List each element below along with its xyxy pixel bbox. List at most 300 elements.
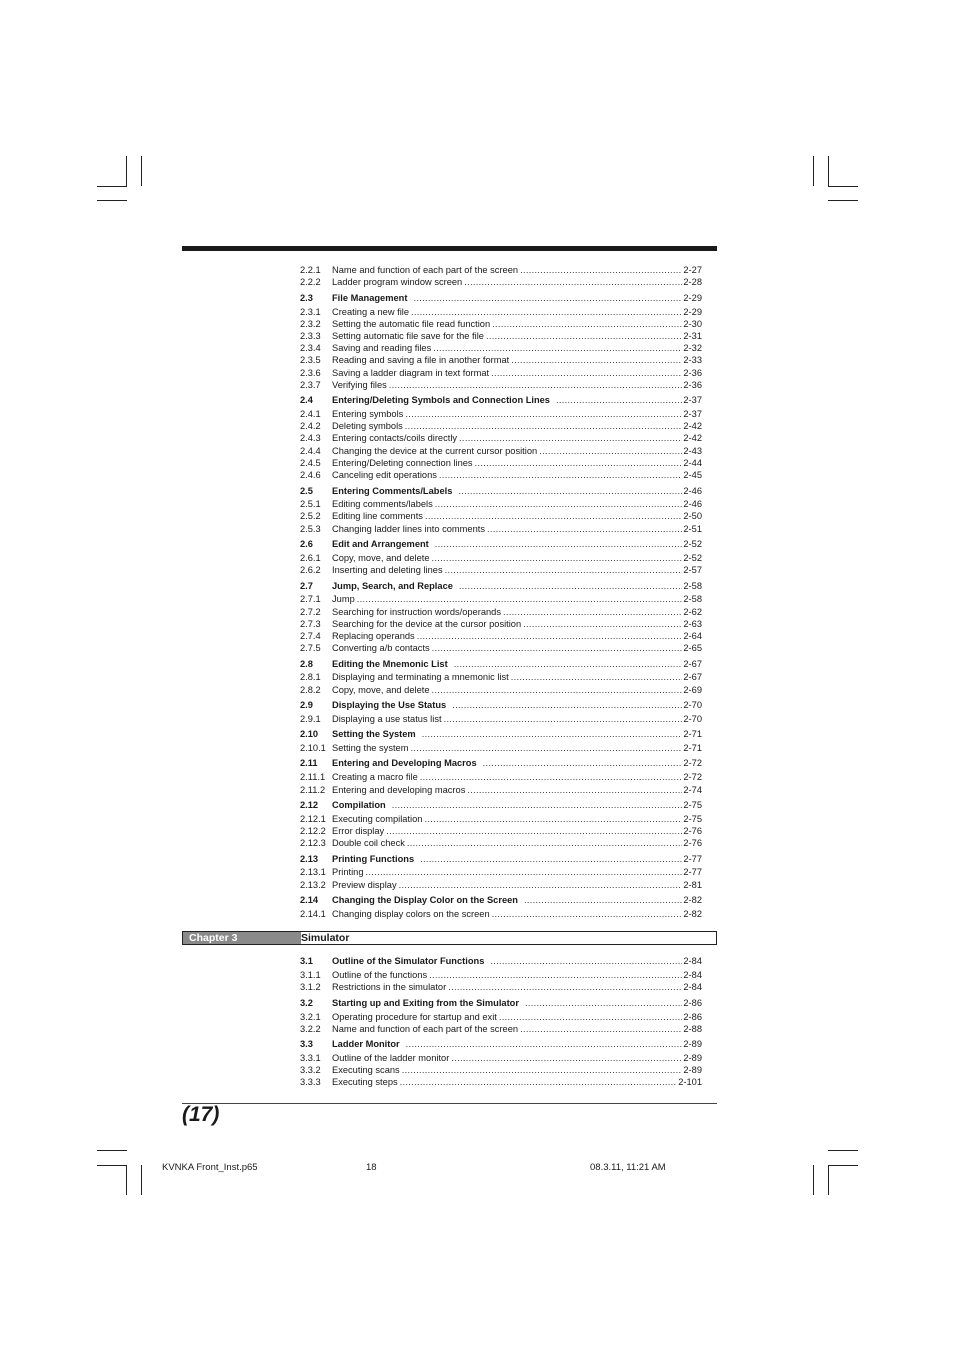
toc-entry [300, 1076, 702, 1088]
toc-entry [300, 318, 702, 330]
toc-number: 2.3 [300, 293, 313, 303]
toc-leader [475, 457, 683, 469]
toc-section [300, 853, 702, 865]
toc-number: 3.2 [300, 998, 313, 1008]
toc-number: 2.12 [300, 800, 319, 810]
toc-title: Setting automatic file save for the file [332, 331, 484, 341]
toc-title: Executing scans [332, 1065, 400, 1075]
toc-leader [405, 420, 683, 432]
toc-number: 3.1.2 [300, 982, 321, 992]
toc-page: 2-30 [683, 319, 702, 329]
toc-leader [366, 866, 683, 878]
toc-section [300, 580, 702, 592]
toc-page: 2-84 [683, 956, 702, 966]
toc-number: 2.4.2 [300, 421, 321, 431]
toc-leader [525, 997, 682, 1009]
toc-title: Name and function of each part of the screen [332, 265, 519, 275]
toc-title: Converting a/b contacts [332, 643, 430, 653]
crop-mark [141, 1165, 142, 1195]
toc-leader [452, 699, 682, 711]
toc-number: 2.11 [300, 758, 318, 768]
toc-number: 2.7.3 [300, 619, 321, 629]
toc-title: Changing the Display Color on the Screen [332, 895, 518, 905]
toc-leader [520, 1023, 682, 1035]
toc-leader [445, 564, 683, 576]
toc-leader [520, 264, 682, 276]
toc-leader [432, 684, 683, 696]
toc-leader [459, 432, 682, 444]
chapter-title: Simulator [301, 932, 350, 944]
toc-leader [483, 757, 683, 769]
chapter-header [182, 931, 717, 945]
toc-page: 2-88 [683, 1024, 702, 1034]
toc-leader [490, 955, 682, 967]
toc-title: Name and function of each part of the screen [332, 1024, 519, 1034]
toc-title: Error display [332, 826, 385, 836]
toc-number: 2.3.1 [300, 307, 321, 317]
toc-title: Searching for instruction words/operands [332, 607, 501, 617]
toc-page: 2-74 [683, 785, 702, 795]
toc-number: 2.5 [300, 486, 313, 496]
toc-number: 2.8.2 [300, 685, 321, 695]
toc-leader [413, 292, 682, 304]
toc-section [300, 955, 702, 967]
toc-number: 2.12.1 [300, 814, 326, 824]
toc-number: 2.3.2 [300, 319, 321, 329]
toc-entry [300, 432, 702, 444]
toc-leader [511, 354, 682, 366]
toc-leader [392, 799, 683, 811]
toc-leader [539, 445, 682, 457]
toc-entry [300, 367, 702, 379]
toc-title: Operating procedure for startup and exit [332, 1012, 497, 1022]
toc-page: 2-77 [683, 854, 702, 864]
toc-number: 2.12.2 [300, 826, 326, 836]
toc-title: File Management [332, 293, 408, 303]
footer-file: KVNKA Front_Inst.p65 [162, 1162, 258, 1173]
toc-number: 2.12.3 [300, 838, 326, 848]
toc-number: 2.14.1 [300, 909, 326, 919]
toc-title: Executing steps [332, 1077, 398, 1087]
toc-page: 2-36 [683, 380, 702, 390]
toc-page: 2-89 [683, 1065, 702, 1075]
toc-leader [439, 469, 682, 481]
toc-page: 2-86 [683, 998, 702, 1008]
toc-title: Changing ladder lines into comments [332, 524, 485, 534]
toc-leader [422, 728, 683, 740]
toc-number: 2.13 [300, 854, 319, 864]
toc-number: 2.4.3 [300, 433, 321, 443]
toc-leader [464, 276, 682, 288]
toc-title: Verifying files [332, 380, 387, 390]
toc-entry [300, 618, 702, 630]
toc-number: 2.6.2 [300, 565, 321, 575]
toc-page: 2-72 [683, 772, 702, 782]
crop-mark [828, 1165, 829, 1195]
toc-title: Ladder program window screen [332, 277, 463, 287]
crop-mark [97, 186, 127, 187]
toc-page: 2-44 [683, 458, 702, 468]
toc-leader [511, 671, 683, 683]
toc-page: 2-57 [683, 565, 702, 575]
toc-title: Starting up and Exiting from the Simulator [332, 998, 519, 1008]
toc-entry [300, 354, 702, 366]
toc-entry [300, 742, 702, 754]
toc-title: Outline of the Simulator Functions [332, 956, 485, 966]
toc-leader [411, 306, 682, 318]
toc-number: 2.8.1 [300, 672, 321, 682]
toc-page: 2-43 [683, 446, 702, 456]
crop-mark [813, 1165, 814, 1195]
toc-title: Outline of the ladder monitor [332, 1053, 450, 1063]
toc-leader [424, 813, 682, 825]
toc-entry [300, 379, 702, 391]
toc-number: 2.7.5 [300, 643, 321, 653]
toc-title: Edit and Arrangement [332, 539, 429, 549]
toc-number: 2.6.1 [300, 553, 321, 563]
crop-mark [828, 1150, 858, 1151]
toc-title: Printing [332, 867, 364, 877]
toc-leader [407, 837, 683, 849]
toc-title: Saving a ladder diagram in text format [332, 368, 490, 378]
toc-leader [492, 318, 682, 330]
toc-entry [300, 969, 702, 981]
toc-leader [432, 642, 683, 654]
toc-page: 2-46 [683, 486, 702, 496]
toc-number: 2.13.2 [300, 880, 326, 890]
toc-number: 3.3 [300, 1039, 313, 1049]
toc-page: 2-52 [683, 553, 702, 563]
toc-entry [300, 469, 702, 481]
toc-title: Setting the system [332, 743, 409, 753]
toc-entry [300, 420, 702, 432]
toc-page: 2-31 [683, 331, 702, 341]
header-rule [182, 246, 717, 251]
toc-leader [389, 379, 683, 391]
toc-entry [300, 713, 702, 725]
toc-title: Setting the System [332, 729, 416, 739]
toc-entry [300, 1011, 702, 1023]
toc-title: Executing compilation [332, 814, 423, 824]
toc-section [300, 699, 702, 711]
toc-entry [300, 813, 702, 825]
toc-section [300, 1038, 702, 1050]
toc-page: 2-67 [683, 659, 702, 669]
toc-title: Copy, move, and delete [332, 553, 430, 563]
toc-number: 3.2.1 [300, 1012, 321, 1022]
toc-entry [300, 510, 702, 522]
toc-leader [386, 825, 682, 837]
toc-title: Searching for the device at the cursor position [332, 619, 522, 629]
toc-entry [300, 784, 702, 796]
toc-number: 3.2.2 [300, 1024, 321, 1034]
toc-page: 2-37 [683, 395, 702, 405]
toc-leader [435, 538, 683, 550]
toc-section [300, 658, 702, 670]
toc-number: 2.4.1 [300, 409, 321, 419]
crop-mark [126, 1165, 127, 1195]
footer-sheet: 18 [366, 1162, 377, 1173]
toc-title: Canceling edit operations [332, 470, 437, 480]
toc-number: 3.3.1 [300, 1053, 321, 1063]
toc-entry [300, 593, 702, 605]
toc-leader [451, 1052, 682, 1064]
toc-leader [444, 713, 683, 725]
toc-page: 2-70 [683, 700, 702, 710]
crop-mark [828, 186, 858, 187]
toc-page: 2-27 [683, 265, 702, 275]
toc-entry [300, 866, 702, 878]
toc-page: 2-82 [683, 895, 702, 905]
toc-number: 2.11.1 [300, 772, 326, 782]
crop-mark [828, 1165, 858, 1166]
toc-number: 2.3.6 [300, 368, 321, 378]
toc-leader [458, 485, 682, 497]
toc-number: 2.3.3 [300, 331, 321, 341]
toc-entry [300, 630, 702, 642]
toc-section [300, 538, 702, 550]
toc-title: Entering/Deleting Symbols and Connection Lines [332, 395, 550, 405]
toc-number: 2.11.2 [300, 785, 326, 795]
toc-leader [467, 784, 682, 796]
toc-number: 2.3.7 [300, 380, 321, 390]
toc-title: Entering Comments/Labels [332, 486, 453, 496]
toc-section [300, 728, 702, 740]
toc-leader [503, 606, 682, 618]
toc-page: 2-71 [683, 743, 702, 753]
toc-title: Entering contacts/coils directly [332, 433, 458, 443]
toc-page: 2-76 [683, 838, 702, 848]
toc-number: 2.8 [300, 659, 313, 669]
toc-number: 2.9.1 [300, 714, 321, 724]
toc-number: 3.1.1 [300, 970, 321, 980]
crop-mark [126, 156, 127, 186]
toc-leader [420, 771, 683, 783]
toc-number: 3.3.2 [300, 1065, 321, 1075]
toc-number: 2.4.6 [300, 470, 321, 480]
toc-section [300, 757, 702, 769]
toc-entry [300, 564, 702, 576]
toc-page: 2-69 [683, 685, 702, 695]
toc-section [300, 799, 702, 811]
toc-entry [300, 408, 702, 420]
toc-entry [300, 1064, 702, 1076]
toc-page: 2-86 [683, 1012, 702, 1022]
toc-number: 2.7.4 [300, 631, 321, 641]
footer-rule [182, 1103, 717, 1104]
crop-mark [97, 1165, 127, 1166]
toc-leader [399, 879, 683, 891]
toc-page: 2-63 [683, 619, 702, 629]
page-number: (17) [182, 1103, 220, 1126]
toc-title: Entering symbols [332, 409, 404, 419]
toc-leader [410, 742, 682, 754]
toc-leader [492, 908, 683, 920]
toc-page: 2-77 [683, 867, 702, 877]
toc-entry [300, 879, 702, 891]
toc-title: Displaying the Use Status [332, 700, 447, 710]
toc-page: 2-71 [683, 729, 702, 739]
toc-leader [459, 580, 682, 592]
toc-number: 2.14 [300, 895, 319, 905]
toc-title: Editing the Mnemonic List [332, 659, 448, 669]
toc-entry [300, 276, 702, 288]
toc-entry [300, 606, 702, 618]
toc-number: 2.4.5 [300, 458, 321, 468]
toc-page: 2-50 [683, 511, 702, 521]
toc-leader [400, 1076, 678, 1088]
toc-number: 2.4.4 [300, 446, 321, 456]
crop-mark [97, 1150, 127, 1151]
toc-title: Jump [332, 594, 355, 604]
crop-mark [97, 200, 127, 201]
toc-entry [300, 342, 702, 354]
toc-leader [402, 1064, 683, 1076]
toc-page: 2-89 [683, 1039, 702, 1049]
toc-section [300, 997, 702, 1009]
toc-page: 2-75 [683, 800, 702, 810]
toc-entry [300, 1023, 702, 1035]
toc-page: 2-51 [683, 524, 702, 534]
toc-page: 2-42 [683, 421, 702, 431]
toc-leader [524, 894, 682, 906]
toc-page: 2-33 [683, 355, 702, 365]
crop-mark [828, 156, 829, 186]
toc-section [300, 394, 702, 406]
toc-number: 2.5.1 [300, 499, 321, 509]
toc-section [300, 894, 702, 906]
toc-entry [300, 684, 702, 696]
toc-page: 2-76 [683, 826, 702, 836]
toc-title: Entering and developing macros [332, 785, 466, 795]
toc-entry [300, 498, 702, 510]
toc-title: Entering/Deleting connection lines [332, 458, 473, 468]
toc-number: 2.7.1 [300, 594, 321, 604]
toc-entry [300, 264, 702, 276]
toc-section [300, 292, 702, 304]
toc-page: 2-29 [683, 307, 702, 317]
toc-entry [300, 457, 702, 469]
toc-page: 2-46 [683, 499, 702, 509]
toc-entry [300, 330, 702, 342]
toc-leader [417, 630, 683, 642]
toc-title: Displaying a use status list [332, 714, 442, 724]
toc-page: 2-45 [683, 470, 702, 480]
toc-leader [523, 618, 682, 630]
toc-leader [406, 1038, 683, 1050]
toc-leader [435, 498, 683, 510]
toc-entry [300, 523, 702, 535]
toc-leader [432, 552, 683, 564]
toc-leader [454, 658, 683, 670]
toc-title: Compilation [332, 800, 386, 810]
toc-entry [300, 552, 702, 564]
crop-mark [141, 156, 142, 186]
toc-page: 2-84 [683, 982, 702, 992]
toc-page: 2-89 [683, 1053, 702, 1063]
toc-number: 3.3.3 [300, 1077, 321, 1087]
toc-title: Outline of the functions [332, 970, 428, 980]
toc-leader [357, 593, 683, 605]
crop-mark [828, 200, 858, 201]
toc-number: 2.6 [300, 539, 313, 549]
toc-entry [300, 1052, 702, 1064]
toc-title: Preview display [332, 880, 397, 890]
toc-title: Reading and saving a file in another format [332, 355, 510, 365]
toc-page: 2-82 [683, 909, 702, 919]
toc-number: 2.2.1 [300, 265, 321, 275]
toc-entry [300, 306, 702, 318]
toc-page: 2-84 [683, 970, 702, 980]
toc-leader [425, 510, 682, 522]
toc-section [300, 485, 702, 497]
toc-entry [300, 671, 702, 683]
toc-leader [487, 523, 682, 535]
toc-title: Copy, move, and delete [332, 685, 430, 695]
toc-title: Creating a new file [332, 307, 409, 317]
toc-page: 2-29 [683, 293, 702, 303]
toc-title: Displaying and terminating a mnemonic list [332, 672, 509, 682]
toc-number: 2.13.1 [300, 867, 326, 877]
toc-leader [486, 330, 682, 342]
toc-title: Creating a macro file [332, 772, 418, 782]
crop-mark [813, 156, 814, 186]
toc-title: Changing the device at the current cursor position [332, 446, 538, 456]
toc-page: 2-62 [683, 607, 702, 617]
toc-page: 2-64 [683, 631, 702, 641]
toc-number: 2.7.2 [300, 607, 321, 617]
toc-number: 2.3.4 [300, 343, 321, 353]
toc-title: Replacing operands [332, 631, 415, 641]
toc-leader [491, 367, 682, 379]
toc-page: 2-75 [683, 814, 702, 824]
toc-page: 2-58 [683, 581, 702, 591]
toc-leader [420, 853, 682, 865]
toc-entry [300, 445, 702, 457]
toc-title: Editing line comments [332, 511, 423, 521]
toc-leader [499, 1011, 683, 1023]
toc-number: 2.9 [300, 700, 313, 710]
toc-entry [300, 825, 702, 837]
toc-page: 2-36 [683, 368, 702, 378]
toc-page: 2-32 [683, 343, 702, 353]
toc-page: 2-70 [683, 714, 702, 724]
toc-number: 3.1 [300, 956, 313, 966]
toc-title: Printing Functions [332, 854, 415, 864]
toc-title: Ladder Monitor [332, 1039, 400, 1049]
toc-title: Restrictions in the simulator [332, 982, 447, 992]
toc-page: 2-42 [683, 433, 702, 443]
toc-title: Jump, Search, and Replace [332, 581, 453, 591]
toc-title: Deleting symbols [332, 421, 403, 431]
toc-page: 2-58 [683, 594, 702, 604]
chapter-label: Chapter 3 [183, 932, 301, 944]
toc-entry [300, 908, 702, 920]
toc-number: 2.5.3 [300, 524, 321, 534]
toc-title: Changing display colors on the screen [332, 909, 490, 919]
toc-page: 2-101 [678, 1077, 702, 1087]
toc-number: 2.4 [300, 395, 313, 405]
toc-leader [429, 969, 682, 981]
toc-page: 2-65 [683, 643, 702, 653]
toc-number: 2.2.2 [300, 277, 321, 287]
toc-title: Inserting and deleting lines [332, 565, 443, 575]
toc-leader [556, 394, 682, 406]
toc-number: 2.3.5 [300, 355, 321, 365]
toc-title: Entering and Developing Macros [332, 758, 477, 768]
toc-title: Saving and reading files [332, 343, 432, 353]
toc-page: 2-81 [683, 880, 702, 890]
